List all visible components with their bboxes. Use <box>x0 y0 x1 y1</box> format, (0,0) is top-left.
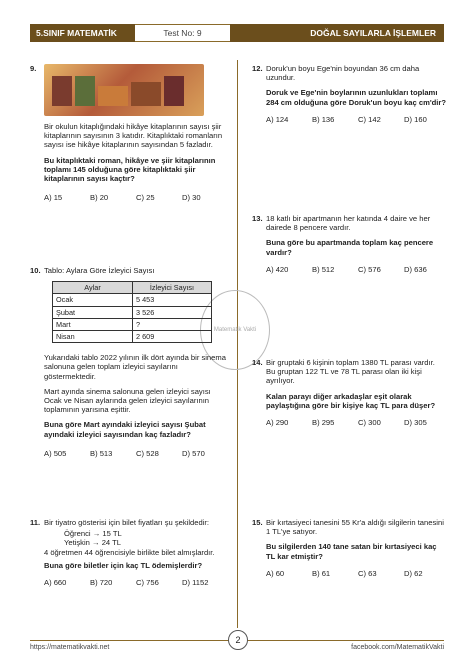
header-topic: DOĞAL SAYILARLA İŞLEMLER <box>230 24 444 42</box>
question-prompt: Bu kitaplıktaki roman, hikâye ve şiir kitaplarının toplamı 145 olduğuna göre kitaplıktaki şiir kitaplarının sayısı kaçtır? <box>44 155 216 184</box>
option-d[interactable]: D) 570 <box>182 448 205 458</box>
option-b[interactable]: B) 20 <box>90 193 109 203</box>
answer-options <box>266 418 447 427</box>
question-text: Bir kırtasiyeci tanesini 55 Kr'a aldığı silgilerin tanesini 1 TL'ye satıyor. <box>266 518 444 537</box>
viewer-table <box>52 281 212 343</box>
table-header-row <box>53 282 212 294</box>
table-cell: Şubat <box>53 306 133 318</box>
option-a[interactable]: A) 15 <box>44 193 63 203</box>
watermark-logo: Matematik Vakti <box>200 290 270 370</box>
question-number: 12. <box>252 64 263 73</box>
table-header: İzleyici Sayısı <box>133 282 212 294</box>
answer-options <box>266 569 447 578</box>
question-number: 11. <box>30 518 41 527</box>
table-cell: Ocak <box>53 294 133 306</box>
question-9 <box>30 64 230 202</box>
question-text: Bir tiyatro gösterisi için bilet fiyatları şu şekildedir: <box>44 518 210 527</box>
question-text: Doruk'un boyu Ege'nin boyundan 36 cm daha uzundur. <box>266 64 420 83</box>
option-b[interactable]: B) 136 <box>312 114 335 124</box>
question-13 <box>252 214 447 274</box>
question-number: 10. <box>30 266 41 275</box>
option-d[interactable]: D) 160 <box>404 114 427 124</box>
option-d[interactable]: D) 305 <box>404 418 427 428</box>
table-row <box>53 306 212 318</box>
answer-options <box>44 193 230 202</box>
table-cell: Mart <box>53 318 133 330</box>
website-link[interactable]: https://matematikvakti.net <box>30 644 110 651</box>
option-a[interactable]: A) 505 <box>44 448 67 458</box>
option-a[interactable]: A) 420 <box>266 264 289 274</box>
price-student: Öğrenci → 15 TL <box>64 529 122 539</box>
table-cell: 5 453 <box>133 294 212 306</box>
question-11 <box>30 518 230 587</box>
answer-options <box>266 115 447 124</box>
question-prompt: Kalan parayı diğer arkadaşlar eşit olarak paylaştığına göre bir kişiye kaç TL para düşer? <box>266 391 436 410</box>
question-number: 14. <box>252 358 263 367</box>
option-d[interactable]: D) 636 <box>404 264 427 274</box>
option-d[interactable]: D) 30 <box>182 193 201 203</box>
answer-options <box>44 578 230 587</box>
option-d[interactable]: D) 62 <box>404 568 423 578</box>
option-b[interactable]: B) 295 <box>312 418 335 428</box>
question-14 <box>252 358 447 427</box>
question-prompt: Doruk ve Ege'nin boylarının uzunlukları toplamı 284 cm olduğuna göre Doruk'un boyu kaç cm'dir? <box>266 88 446 107</box>
question-12 <box>252 64 447 124</box>
question-text: 18 katlı bir apartmanın her katında 4 daire ve her dairede 8 pencere vardır. <box>266 214 431 233</box>
option-a[interactable]: A) 290 <box>266 418 289 428</box>
table-cell: 2 609 <box>133 331 212 343</box>
option-a[interactable]: A) 660 <box>44 578 67 588</box>
question-number: 15. <box>252 518 263 527</box>
answer-options <box>44 449 230 458</box>
library-illustration <box>44 64 204 116</box>
page-number: 2 <box>228 630 248 650</box>
question-text: Bir okulun kitaplığındaki hikâye kitaplarının sayısı şiir kitaplarının sayısının 3 katıdır. Kitaplıktaki romanların sayısı ise hikâye kitaplarının sayısından 5 fazladır. <box>44 122 223 150</box>
question-15 <box>252 518 447 578</box>
table-row <box>53 318 212 330</box>
question-prompt: Buna göre bu apartmanda toplam kaç pencere vardır? <box>266 238 434 257</box>
question-number: 13. <box>252 214 263 223</box>
header-subject: 5.SINIF MATEMATİK <box>30 24 135 42</box>
table-cell: Nisan <box>53 331 133 343</box>
option-b[interactable]: B) 61 <box>312 568 331 578</box>
option-c[interactable]: C) 300 <box>358 418 381 428</box>
option-a[interactable]: A) 124 <box>266 114 289 124</box>
question-10 <box>30 266 230 458</box>
option-a[interactable]: A) 60 <box>266 568 285 578</box>
question-prompt: Bu silgilerden 140 tane satan bir kırtasiyeci kaç TL kar etmiştir? <box>266 542 437 561</box>
question-prompt: Buna göre biletler için kaç TL ödemişlerdir? <box>44 560 203 570</box>
option-c[interactable]: C) 63 <box>358 568 377 578</box>
option-c[interactable]: C) 25 <box>136 193 155 203</box>
question-prompt: Buna göre Mart ayındaki izleyici sayısı Şubat ayındaki izleyici sayısından kaç fazladır? <box>44 420 206 439</box>
table-row <box>53 294 212 306</box>
option-c[interactable]: C) 576 <box>358 264 381 274</box>
option-b[interactable]: B) 720 <box>90 578 113 588</box>
table-caption: Tablo: Aylara Göre İzleyici Sayısı <box>44 266 155 275</box>
question-text-2: Mart ayında sinema salonuna gelen izleyici sayısı Ocak ve Nisan aylarında gelen izleyici sayılarının toplamının yarısına eşittir. <box>44 386 211 415</box>
table-cell: 3 526 <box>133 306 212 318</box>
table-row <box>53 331 212 343</box>
option-b[interactable]: B) 512 <box>312 264 335 274</box>
option-c[interactable]: C) 142 <box>358 114 381 124</box>
option-c[interactable]: C) 528 <box>136 448 159 458</box>
option-d[interactable]: D) 1152 <box>182 578 209 588</box>
table-cell: ? <box>133 318 212 330</box>
option-c[interactable]: C) 756 <box>136 578 159 588</box>
question-text-2: 4 öğretmen 44 öğrencisiyle birlikte bilet almışlardır. <box>44 547 215 557</box>
price-adult: Yetişkin → 24 TL <box>64 538 121 548</box>
header-test-no: Test No: 9 <box>135 24 230 42</box>
facebook-link[interactable]: facebook.com/MatematikVakti <box>351 644 444 651</box>
question-text: Yukarıdaki tablo 2022 yılının ilk dört ayında bir sinema salonuna gelen toplam izleyici sayılarını göstermektedir. <box>44 353 226 381</box>
table-header: Aylar <box>53 282 133 294</box>
page-header <box>30 24 444 42</box>
question-number: 9. <box>30 64 37 73</box>
option-b[interactable]: B) 513 <box>90 448 113 458</box>
question-text: Bir gruptaki 6 kişinin toplam 1380 TL parası vardır. Bu gruptan 122 TL ve 78 TL parası olan iki kişi ayrılıyor. <box>266 358 435 386</box>
answer-options <box>266 265 447 274</box>
